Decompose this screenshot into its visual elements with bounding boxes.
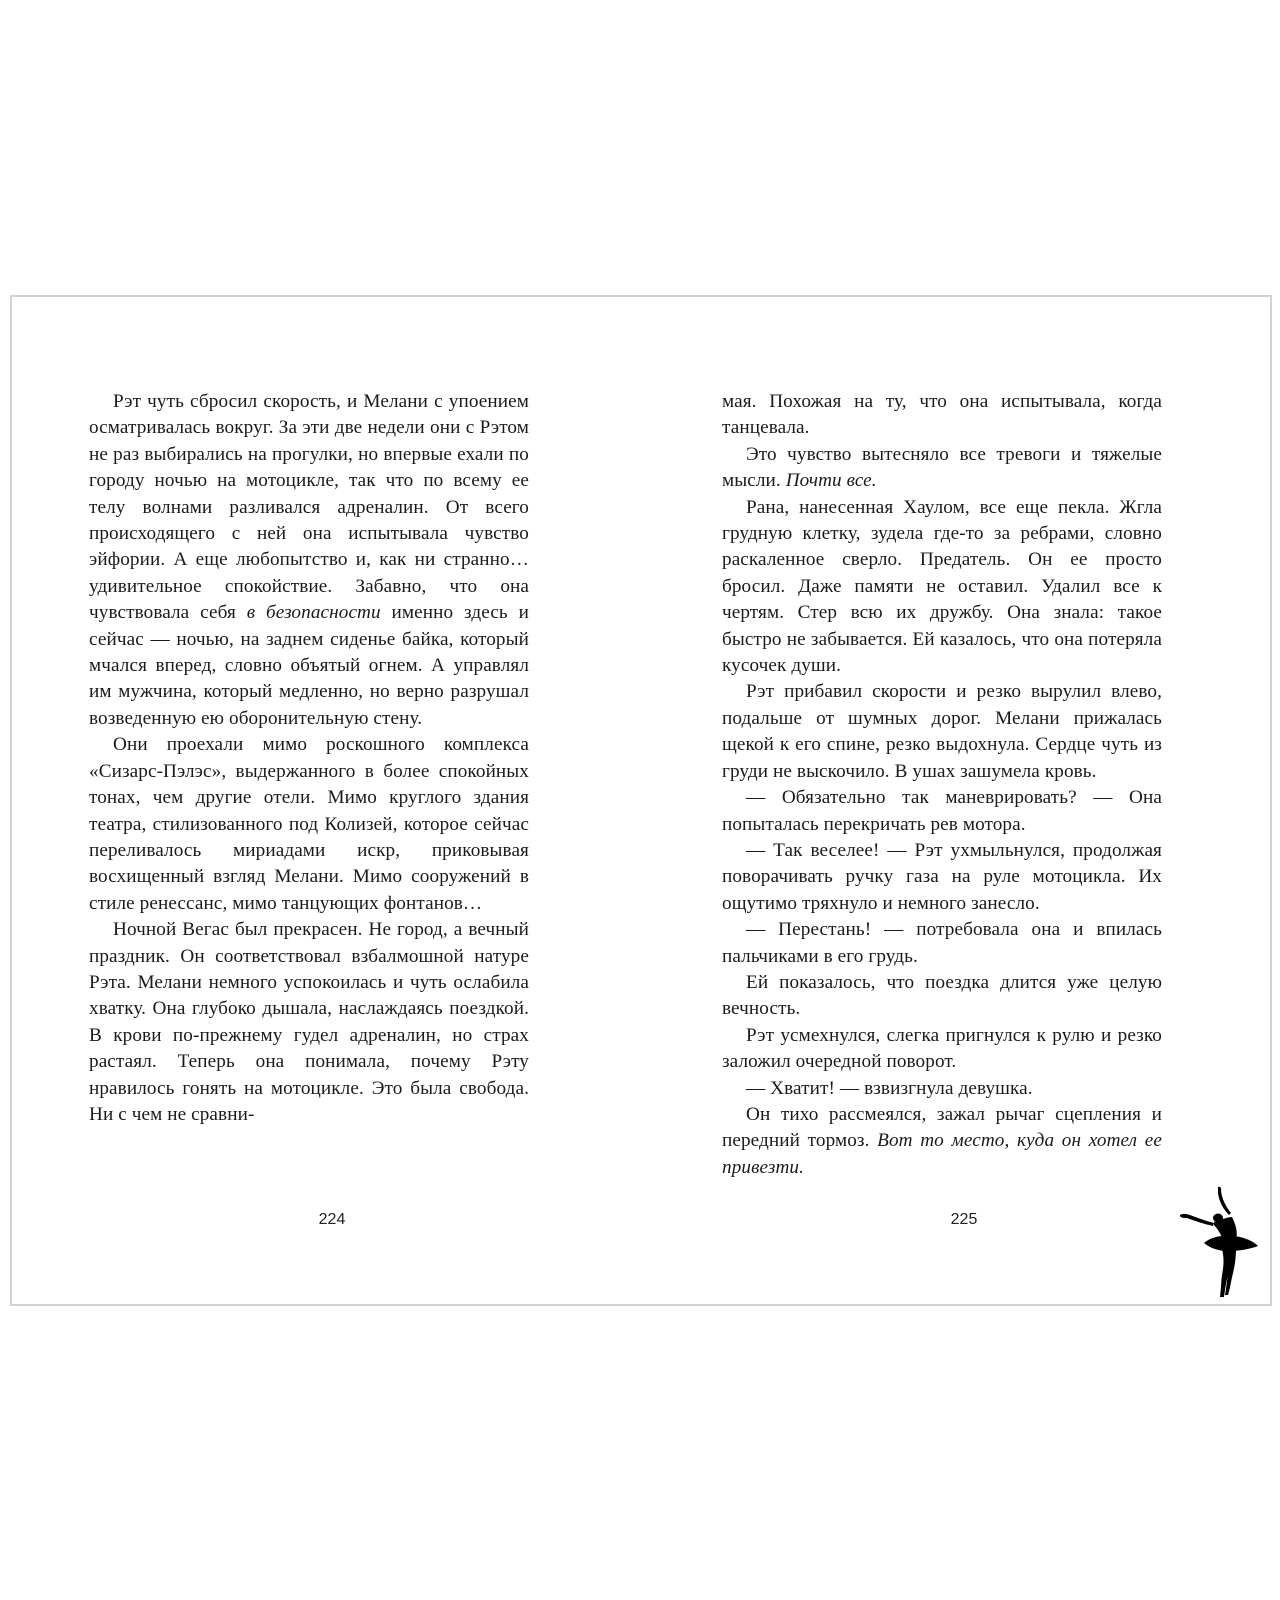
- text-segment: Рэт усмехнулся, слегка пригнулся к рулю и резко заложил очередной поворот.: [722, 1024, 1162, 1073]
- text-segment: — Так веселее! — Рэт ухмыльнулся, продолжая поворачивать ручку газа на руле мотоцикла. Их ощутимо тряхнуло и немного занесло.: [722, 839, 1162, 914]
- text-segment: Рэт чуть сбросил скорость, и Мелани с упоением осматривалась вокруг. За эти две недели они с Рэтом не раз выбирались на прогулки, но впервые ехали по городу ночью на мотоцикле, так что по всему ее телу волнами разливался адреналин. От всего происходящего с ней она испытывала чувство эйфории. А еще любопытство и, как ни странно… удивительное спокойствие. Забавно, что она чувствовала себя: [89, 391, 529, 624]
- paragraph: [722, 679, 1162, 785]
- paragraph: [722, 838, 1162, 917]
- text-segment: Он тихо рассмеялся, зажал рычаг сцепления и передний тормоз.: [722, 1103, 1162, 1152]
- text-segment: Рэт прибавил скорости и резко вырулил влево, подальше от шумных дорог. Мелани прижалась щекой к его спине, резко выдохнула. Сердце чуть из груди не выскочило. В ушах зашумела кровь.: [722, 681, 1162, 782]
- text-segment: Они проехали мимо роскошного комплекса «Сизарс-Пэлэс», выдержанного в более спокойных тонах, чем другие отели. Мимо круглого здания театра, стилизованного под Колизей, которое сейчас переливалось мириадами искр, приковывая восхищенный взгляд Мелани. Мимо сооружений в стиле ренессанс, мимо танцующих фонтанов…: [89, 734, 529, 914]
- paragraph: [722, 389, 1162, 442]
- text-segment: мая. Похожая на ту, что она испытывала, когда танцевала.: [722, 391, 1162, 439]
- paragraph: [722, 1023, 1162, 1076]
- right-page-text: [722, 389, 1162, 1181]
- italic-text: Почти все.: [785, 470, 877, 492]
- text-segment: Ночной Вегас был прекрасен. Не город, а вечный праздник. Он соответствовал взбалмошной натуре Рэта. Мелани немного успокоилась и чуть ослабила хватку. Она глубоко дышала, наслаждаясь поездкой. В крови по-прежнему гудел адреналин, но страх растаял. Теперь она понимала, почему Рэту нравилось гонять на мотоцикле. Это была свобода. Ни с чем не сравни-: [89, 919, 529, 1125]
- paragraph: [722, 785, 1162, 838]
- left-page-text: [89, 389, 529, 1128]
- text-segment: Это чувство вытесняло все тревоги и тяжелые мысли.: [722, 443, 1162, 492]
- text-segment: — Перестань! — потребовала она и впилась пальчиками в его грудь.: [722, 919, 1162, 967]
- page-number-left: 224: [318, 1211, 346, 1228]
- paragraph: [89, 389, 529, 732]
- text-segment: — Хватит! — взвизгнула девушка.: [746, 1077, 1033, 1099]
- italic-text: Вот то место, куда он хотел ее привезти.: [722, 1130, 1162, 1178]
- page-number-right: 225: [950, 1211, 978, 1228]
- paragraph: [722, 442, 1162, 495]
- book-spread-frame: [10, 295, 1272, 1306]
- text-segment: Рана, нанесенная Хаулом, все еще пекла. Жгла грудную клетку, зудела где-то за ребрами, словно раскаленное сверло. Предатель. Он ее просто бросил. Даже памяти не оставил. Удалил все к чертям. Стер всю их дружбу. Она знала: такое быстро не забывается. Ей казалось, что она потеряла кусочек души.: [722, 496, 1162, 677]
- text-segment: — Обязательно так маневрировать? — Она попыталась перекричать рев мотора.: [722, 787, 1162, 835]
- ballerina-silhouette-icon: [1178, 1185, 1268, 1300]
- paragraph: [722, 917, 1162, 970]
- paragraph: [89, 917, 529, 1128]
- paragraph: [722, 1102, 1162, 1181]
- paragraph: [722, 1076, 1162, 1102]
- text-segment: Ей показалось, что поездка длится уже целую вечность.: [722, 971, 1162, 1020]
- paragraph: [722, 970, 1162, 1023]
- text-segment: именно здесь и сейчас — ночью, на заднем сиденье байка, который мчался вперед, словно объятый огнем. А управлял им мужчина, который медленно, но верно разрушал возведенную ею оборонительную стену.: [89, 602, 529, 729]
- paragraph: [89, 732, 529, 917]
- paragraph: [722, 495, 1162, 680]
- italic-text: в безопасности: [246, 602, 381, 624]
